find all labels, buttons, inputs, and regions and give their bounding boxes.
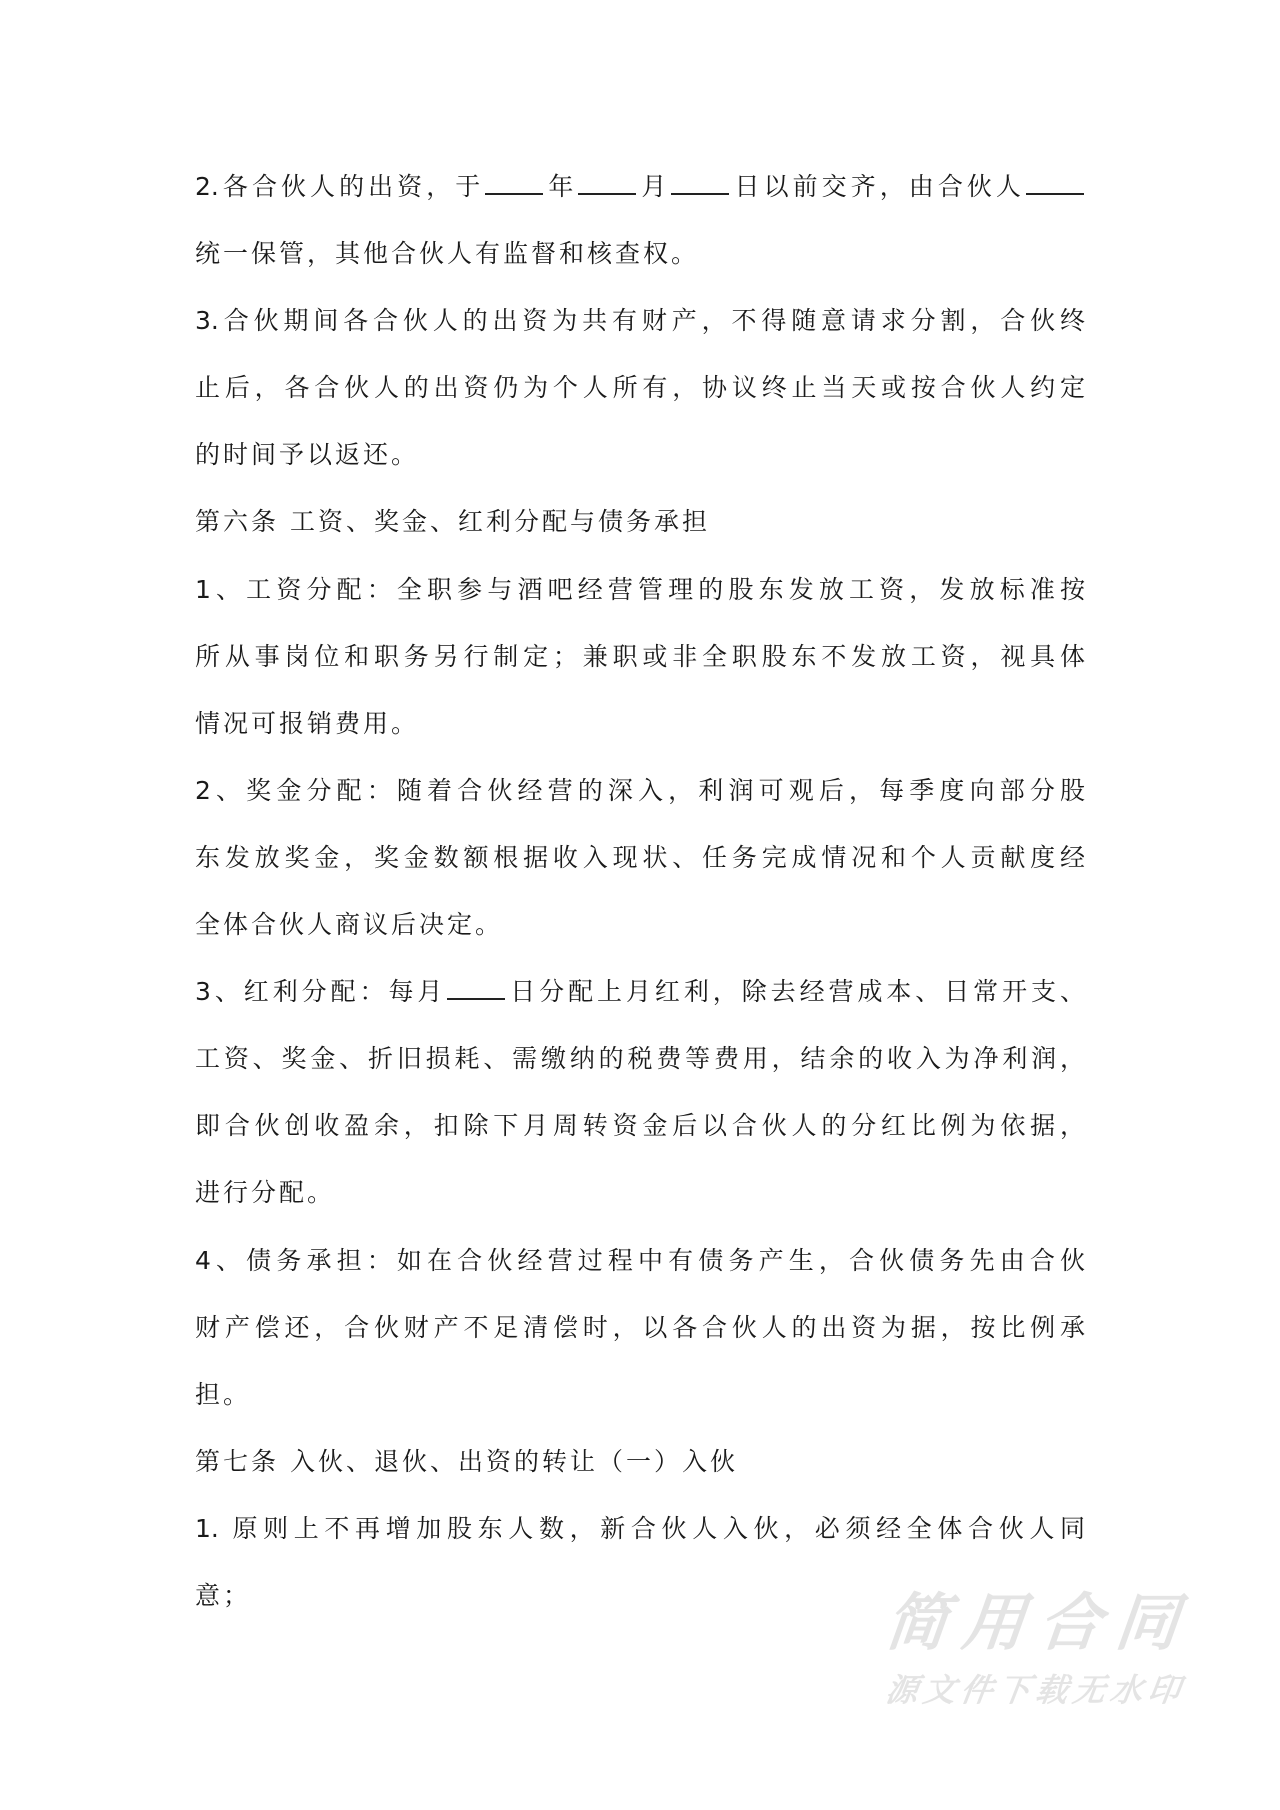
text-line: 2、奖金分配：随着合伙经营的深入，利润可观后，每季度向部分股 <box>195 775 1085 805</box>
text-segment: 2.各合伙人的出资，于 <box>195 172 485 201</box>
text-line: 第六条 工资、奖金、红利分配与债务承担 <box>195 507 710 537</box>
text-line: 情况可报销费用。 <box>195 708 420 738</box>
fill-in-blank <box>447 972 505 1000</box>
text-line: 所从事岗位和职务另行制定；兼职或非全职股东不发放工资，视具体 <box>195 641 1085 671</box>
text-line: 东发放奖金，奖金数额根据收入现状、任务完成情况和个人贡献度经 <box>195 842 1085 872</box>
watermark-brand: 简用合同 <box>882 1586 1186 1659</box>
text-segment: 日分配上月红利，除去经营成本、日常开支、 <box>506 977 1085 1007</box>
text-line: 财产偿还，合伙财产不足清偿时，以各合伙人的出资为据，按比例承 <box>195 1312 1085 1342</box>
contract-body <box>195 167 1085 1643</box>
text-line: 统一保管，其他合伙人有监督和核查权。 <box>195 239 700 269</box>
fill-in-blank <box>671 167 729 195</box>
text-line: 止后，各合伙人的出资仍为个人所有，协议终止当天或按合伙人约定 <box>195 373 1085 403</box>
text-line: 4、债务承担：如在合伙经营过程中有债务产生，合伙债务先由合伙 <box>195 1245 1085 1275</box>
text-line: 的时间予以返还。 <box>195 440 420 470</box>
text-line: 进行分配。 <box>195 1178 336 1208</box>
text-line: 即合伙创收盈余，扣除下月周转资金后以合伙人的分红比例为依据， <box>195 1111 1085 1141</box>
text-line: 意； <box>195 1580 252 1610</box>
text-line: 第七条 入伙、退伙、出资的转让（一）入伙 <box>195 1446 738 1476</box>
text-line <box>195 167 1085 234</box>
text-line: 全体合伙人商议后决定。 <box>195 910 504 940</box>
text-line: 工资、奖金、折旧损耗、需缴纳的税费等费用，结余的收入为净利润， <box>195 1044 1085 1074</box>
text-segment: 月 <box>637 172 671 201</box>
text-segment: 年 <box>544 172 578 201</box>
text-line: 1、工资分配：全职参与酒吧经营管理的股东发放工资，发放标准按 <box>195 574 1085 604</box>
fill-in-blank <box>485 167 543 195</box>
text-segment: 3、红利分配：每月 <box>195 977 447 1007</box>
watermark-tagline: 源文件下载无水印 <box>883 1671 1185 1709</box>
text-line <box>195 972 1085 1039</box>
watermark <box>882 1586 1186 1709</box>
text-line: 3.合伙期间各合伙人的出资为共有财产，不得随意请求分割，合伙终 <box>195 306 1085 336</box>
fill-in-blank <box>578 167 636 195</box>
fill-in-blank <box>1026 167 1084 195</box>
text-line: 1. 原则上不再增加股东人数，新合伙人入伙，必须经全体合伙人同 <box>195 1513 1085 1543</box>
text-line: 担。 <box>195 1379 252 1409</box>
text-segment: 日以前交齐，由合伙人 <box>730 172 1025 201</box>
